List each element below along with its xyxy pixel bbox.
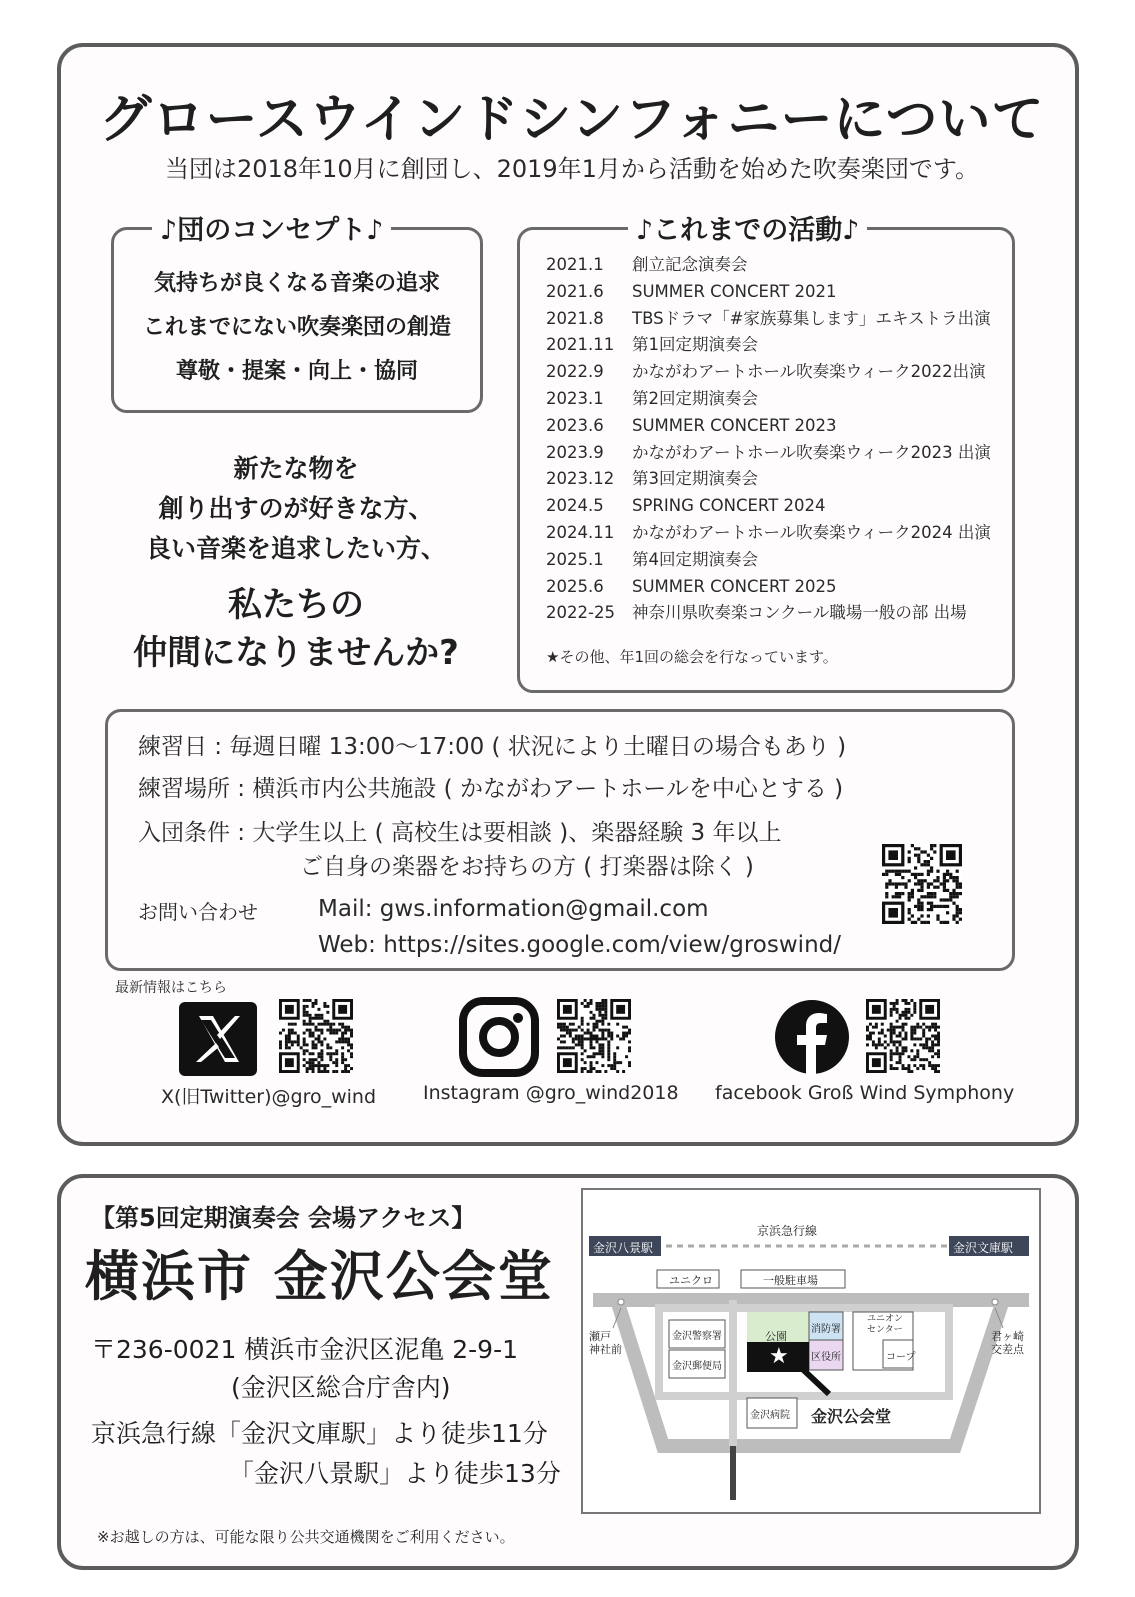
history-event: かながわアートホール吹奏楽ウィーク2023 出演 [632, 442, 991, 462]
facebook-qr-code[interactable] [866, 999, 940, 1073]
map-police: 金沢警察署 [672, 1331, 722, 1342]
page-subtitle: 当団は2018年10月に創団し、2019年1月から活動を始めた吹奏楽団です。 [164, 155, 980, 183]
history-item [546, 440, 991, 466]
facebook-logo-icon[interactable] [774, 999, 850, 1075]
recruit-line: 良い音楽を追求したい方、 [145, 534, 446, 563]
station-bunko: 金沢文庫駅 [953, 1241, 1014, 1255]
history-item [546, 252, 748, 278]
page-title: グロースウインドシンフォニーについて [99, 90, 1045, 150]
history-item [546, 386, 758, 412]
map-uniqlo: ユニクロ [669, 1274, 713, 1287]
history-year: 2022.9 [546, 362, 604, 382]
history-event: かながわアートホール吹奏楽ウィーク2024 出演 [632, 523, 991, 542]
history-event: 第1回定期演奏会 [632, 335, 758, 355]
history-year: 2024.11 [546, 523, 615, 542]
latest-info-label: 最新情報はこちら [115, 980, 227, 996]
history-item [546, 547, 758, 573]
history-box [517, 215, 1015, 693]
history-title: ♪これまでの活動♪ [628, 208, 867, 247]
history-item [546, 520, 991, 546]
history-event: 第4回定期演奏会 [632, 549, 758, 569]
contact-label: お問い合わせ [138, 900, 258, 924]
requirements: 入団条件 : 大学生以上 ( 高校生は要相談 )、楽器経験 3 年以上 [138, 820, 782, 846]
map-union [867, 1314, 903, 1336]
history-item [546, 493, 826, 519]
history-year: 2021.1 [546, 255, 604, 274]
map-star-icon: ★ [769, 1344, 789, 1369]
map-hospital: 金沢病院 [750, 1410, 790, 1421]
history-year: 2023.1 [546, 389, 604, 408]
website-qr-code[interactable] [882, 844, 962, 924]
venue-address: 〒236-0021 横浜市金沢区泥亀 2-9-1 [91, 1335, 519, 1364]
access-map [581, 1188, 1041, 1514]
history-event: SUMMER CONCERT 2023 [632, 415, 837, 435]
venue-name: 横浜市 金沢公会堂 [85, 1245, 554, 1308]
venue-building: (金沢区総合庁舎内) [231, 1373, 451, 1402]
history-year: 2022-25 [546, 603, 615, 623]
recruit-big-line: 仲間になりませんか? [133, 633, 459, 673]
map-park: 公園 [765, 1330, 787, 1343]
history-item [546, 466, 758, 492]
info-box [105, 709, 1015, 971]
map-crossing-line: 君ヶ崎 [991, 1330, 1024, 1343]
history-note: ★その他、年1回の総会を行なっています。 [546, 648, 838, 666]
concept-line: 気持ちが良くなる音楽の追求 [153, 271, 440, 296]
history-year: 2023.6 [546, 415, 604, 435]
history-item [546, 306, 991, 332]
transport-note: ※お越しの方は、可能な限り公共交通機関をご利用ください。 [97, 1528, 515, 1546]
map-crossing-line: 交差点 [991, 1343, 1024, 1356]
recruit-big-line: 私たちの [228, 585, 364, 625]
history-year: 2021.6 [546, 281, 604, 301]
map-shrine [589, 1330, 622, 1356]
about-panel [57, 43, 1079, 1146]
facebook-account-label[interactable]: facebook Groß Wind Symphony [715, 1082, 1015, 1104]
history-item [546, 413, 837, 439]
map-shrine-line: 神社前 [589, 1343, 622, 1356]
history-year: 2023.12 [546, 469, 615, 489]
history-year: 2021.11 [546, 335, 615, 355]
history-item [546, 359, 986, 385]
history-event: TBSドラマ「#家族募集します」エキストラ出演 [632, 308, 991, 328]
map-crossing [991, 1330, 1024, 1356]
concept-line: 尊敬・提案・向上・協同 [175, 359, 418, 384]
map-parking: 一般駐車場 [763, 1274, 818, 1287]
history-item [546, 332, 758, 358]
access-panel [57, 1174, 1079, 1570]
instagram-account-label[interactable]: Instagram @gro_wind2018 [423, 1082, 679, 1104]
history-event: 第3回定期演奏会 [632, 469, 758, 489]
history-event: SUMMER CONCERT 2025 [632, 576, 837, 596]
map-coop: コープ [886, 1352, 916, 1363]
route-bunko: 京浜急行線「金沢文庫駅」より徒歩11分 [91, 1419, 548, 1448]
x-logo-icon[interactable] [179, 1002, 257, 1076]
map-hall-label: 金沢公会堂 [811, 1407, 892, 1426]
x-qr-code[interactable] [279, 999, 353, 1073]
concept-line: これまでにない吹奏楽団の創造 [142, 315, 451, 340]
history-year: 2021.8 [546, 308, 604, 328]
recruit-line: 新たな物を [233, 454, 359, 483]
map-post: 金沢郵便局 [672, 1361, 722, 1372]
practice-day: 練習日 : 毎週日曜 13:00〜17:00 ( 状況により土曜日の場合もあり ) [138, 734, 847, 760]
instagram-qr-code[interactable] [557, 999, 631, 1073]
history-year: 2024.5 [546, 496, 604, 516]
recruit-line: 創り出すのが好きな方、 [158, 494, 434, 523]
concept-box [111, 215, 483, 413]
requirements-2: ご自身の楽器をお持ちの方 ( 打楽器は除く ) [300, 854, 754, 880]
history-year: 2025.1 [546, 549, 604, 569]
railway-label: 京浜急行線 [757, 1224, 818, 1238]
map-union-line: センター [867, 1325, 903, 1335]
x-account-label[interactable]: X(旧Twitter)@gro_wind [161, 1086, 377, 1108]
access-heading: 【第5回定期演奏会 会場アクセス】 [91, 1204, 476, 1232]
practice-place: 練習場所 : 横浜市内公共施設 ( かながわアートホールを中心とする ) [138, 776, 844, 802]
history-event: かながわアートホール吹奏楽ウィーク2022出演 [632, 362, 986, 382]
history-item [546, 600, 967, 626]
instagram-logo-icon[interactable] [459, 997, 539, 1077]
history-event: 創立記念演奏会 [632, 255, 748, 274]
history-event: SPRING CONCERT 2024 [632, 496, 826, 516]
contact-web[interactable]: Web: https://sites.google.com/view/groswind/ [318, 932, 841, 958]
map-ward-office: 区役所 [811, 1352, 841, 1363]
map-shrine-line: 瀬戸 [589, 1330, 611, 1343]
history-item [546, 279, 837, 305]
history-item [546, 574, 837, 600]
route-hakkei: 「金沢八景駅」より徒歩13分 [229, 1459, 561, 1488]
map-fire: 消防署 [811, 1324, 841, 1335]
history-event: SUMMER CONCERT 2021 [632, 281, 837, 301]
history-event: 第2回定期演奏会 [632, 389, 758, 408]
history-event: 神奈川県吹奏楽コンクール職場一般の部 出場 [632, 603, 967, 623]
map-union-line: ユニオン [867, 1314, 904, 1324]
station-hakkei: 金沢八景駅 [593, 1241, 654, 1255]
history-year: 2023.9 [546, 442, 604, 462]
contact-mail[interactable]: Mail: gws.information@gmail.com [318, 896, 709, 922]
concept-title: ♪団のコンセプト♪ [152, 208, 391, 247]
history-year: 2025.6 [546, 576, 604, 596]
